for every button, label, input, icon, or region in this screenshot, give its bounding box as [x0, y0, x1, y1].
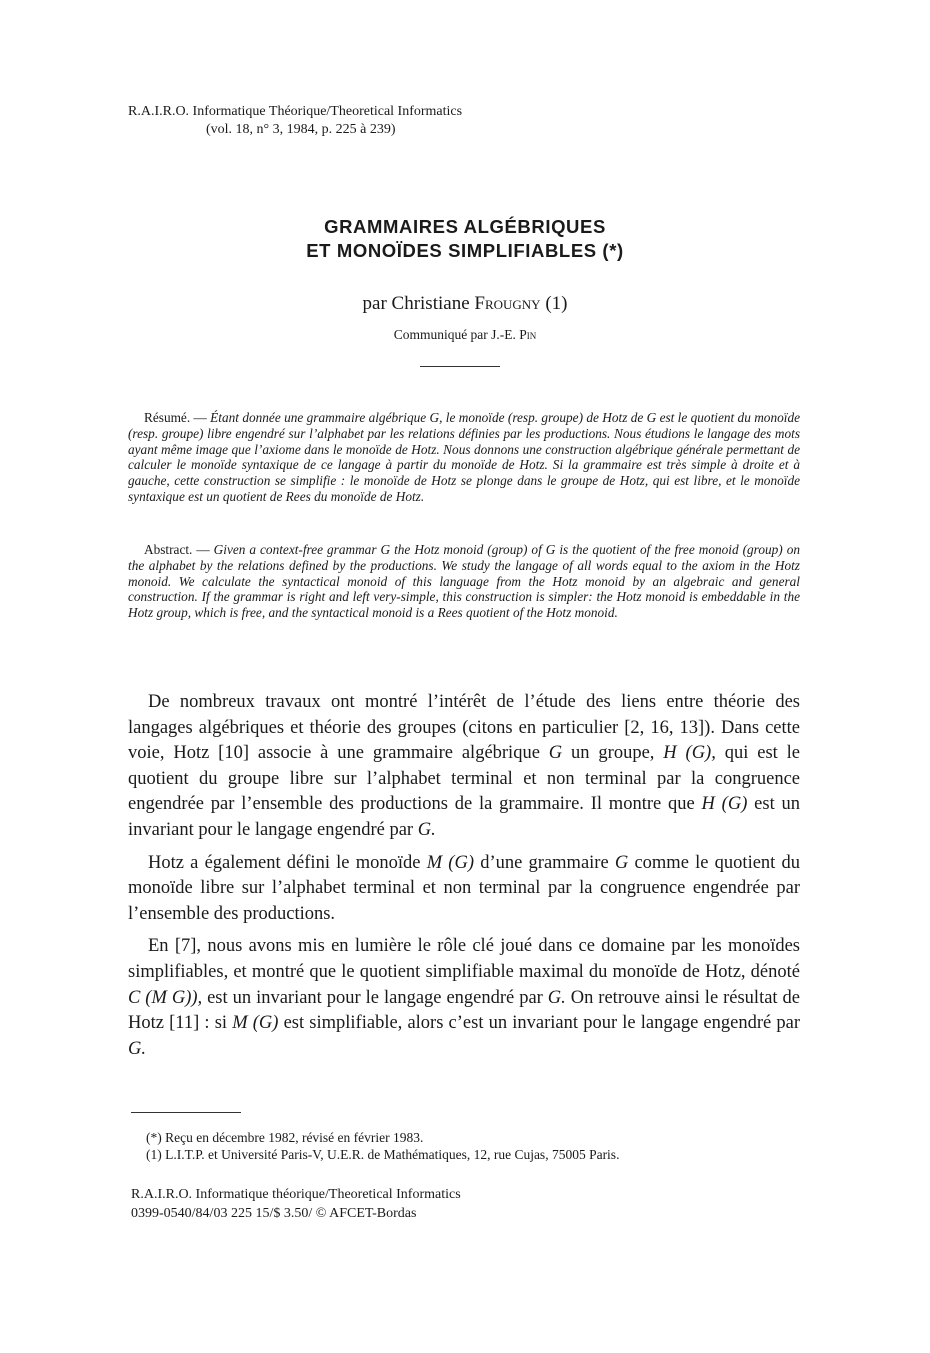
publisher-line-1: R.A.I.R.O. Informatique théorique/Theoretical Informatics [131, 1187, 461, 1202]
body-text [128, 690, 800, 1069]
author-prefix: par Christiane [362, 293, 470, 314]
title-divider [420, 366, 500, 367]
math-symbol: H (G), [663, 743, 716, 764]
body-paragraph-1 [128, 690, 800, 844]
math-symbol: G [548, 743, 563, 764]
body-text-run: En [7], nous avons mis en lumière le rôle clé joué dans ce domaine par les monoïdes simplifiables, et montré que le quotient simplifiable maximal du monoïde de Hotz, dénoté [128, 936, 800, 982]
math-symbol: G [614, 852, 629, 873]
paper-title-line-1: GRAMMAIRES ALGÉBRIQUES [324, 216, 606, 237]
math-symbol: H (G) [701, 794, 748, 815]
author-footnote-mark: (1) [545, 293, 568, 314]
footnote-1 [146, 1129, 619, 1146]
resume-paragraph [128, 410, 800, 505]
abstract-label: Abstract. — [144, 542, 210, 557]
abstract-text: Given a context-free grammar G the Hotz monoid (group) of G is the quotient of the free monoid (group) on the alphabet by the relations defined by the productions. We study the langage of all words equal to the axiom in the Hotz monoid. We calculate the syntactical monoid of this language from the Hotz monoid by an algebraic and general construction. If the grammar is right and left very-simple, this construction is simpler: the Hotz monoid is embeddable in the Hotz group, which is free, and the syntactical monoid is a Rees quotient of the Hotz monoid. [128, 542, 801, 621]
body-text-run: est un invariant pour le langage engendré par [128, 794, 800, 840]
body-text-run: d’une grammaire [474, 852, 615, 873]
math-symbol: G. [547, 987, 566, 1008]
author-line [0, 293, 930, 315]
journal-header-line-2: (vol. 18, n° 3, 1984, p. 225 à 239) [206, 122, 396, 137]
footnote-2-text: L.I.T.P. et Université Paris-V, U.E.R. de Mathématiques, 12, rue Cujas, 75005 Paris. [165, 1147, 620, 1162]
resume-text: Étant donnée une grammaire algébrique G, le monoïde (resp. groupe) de Hotz de G est le quotient du monoïde (resp. groupe) libre engendré sur l’alphabet par les relations définies par les productions. Nous étudions le langage des mots ayant même image que l’axiome dans le monoïde de Hotz. Nous donnons une construction algébrique générale permettant de calculer le monoïde syntaxique de ce langage à partir du monoïde de Hotz. Si la grammaire est très simple à droite et à gauche, cette construction se simplifie : le monoïde de Hotz se plonge dans le groupe de Hotz, qui est libre, et le monoïde syntaxique est un quotient de Rees du monoïde de Hotz. [128, 410, 800, 504]
abstract-paragraph [128, 542, 800, 621]
math-symbol: C (M G)), [128, 987, 203, 1008]
publisher-info [131, 1186, 461, 1223]
footnote-2 [146, 1146, 619, 1163]
body-text-run: comme le quotient du monoïde libre sur l’alphabet terminal et non terminal par la congruence engendrée par l’ensemble des productions. [128, 852, 801, 924]
author-surname: Frougny [474, 293, 541, 314]
math-symbol: M (G) [426, 852, 474, 873]
body-text-run: On retrouve ainsi le résultat de Hotz [11] : si [128, 987, 800, 1034]
math-symbol: G. [417, 819, 436, 840]
body-paragraph-2 [128, 851, 800, 928]
math-symbol: M (G) [232, 1013, 279, 1034]
footnote-1-mark: (*) [146, 1130, 162, 1145]
footnote-1-text: Reçu en décembre 1982, révisé en février 1983. [165, 1130, 424, 1145]
math-symbol: G. [128, 1038, 146, 1059]
body-text-run: est simplifiable, alors c’est un invariant pour le langage engendré par [278, 1013, 800, 1034]
journal-header-line-1: R.A.I.R.O. Informatique Théorique/Theoretical Informatics [128, 104, 463, 119]
publisher-line-2: 0399-0540/84/03 225 15/$ 3.50/ © AFCET-Bordas [131, 1205, 417, 1221]
resume-label: Résumé. — [144, 410, 207, 425]
paper-title-line-2: ET MONOÏDES SIMPLIFIABLES (*) [306, 240, 624, 261]
journal-header [128, 103, 462, 139]
communicated-prefix: Communiqué par J.-E. [393, 327, 516, 342]
paper-title [0, 215, 930, 263]
body-text-run: est un invariant pour le langage engendré par [202, 987, 548, 1008]
body-paragraph-3 [128, 934, 800, 1062]
footnote-divider [131, 1112, 241, 1113]
communicated-surname: Pin [519, 327, 537, 342]
body-text-run: De nombreux travaux ont montré l’intérêt de l’étude des liens entre théorie des langages algébriques et théorie des groupes (citons en particulier [2, 16, 13]). Dans cette voie, Hotz [10] associe à une grammaire algébrique [128, 692, 800, 764]
body-text-run: qui est le quotient du groupe libre sur l’alphabet terminal et non terminal par la congruence engendrée par l’ensemble des productions de la grammaire. Il montre que [128, 743, 801, 815]
communicated-by [0, 327, 930, 343]
body-text-run: un groupe, [562, 743, 664, 764]
footnote-2-mark: (1) [146, 1147, 162, 1162]
footnotes [146, 1129, 619, 1163]
body-text-run: Hotz a également défini le monoïde [148, 852, 427, 873]
